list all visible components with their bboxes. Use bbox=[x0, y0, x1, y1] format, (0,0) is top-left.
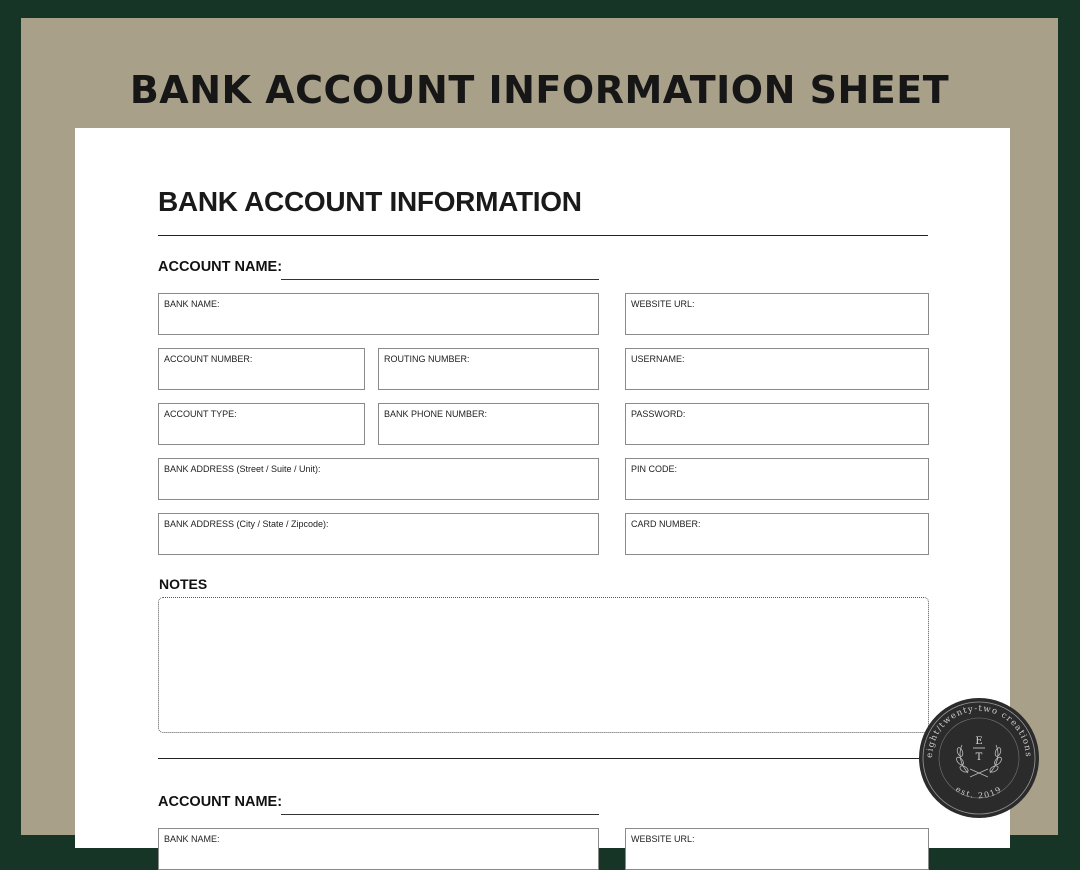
bank-address-city-field[interactable] bbox=[158, 513, 599, 555]
account-name-label: ACCOUNT NAME: bbox=[158, 259, 283, 275]
bank-name-field[interactable] bbox=[158, 293, 599, 335]
username-label: USERNAME: bbox=[631, 354, 685, 364]
frame bbox=[21, 18, 1058, 844]
password-label: PASSWORD: bbox=[631, 409, 686, 419]
card-number-label: CARD NUMBER: bbox=[631, 519, 701, 529]
info-sheet bbox=[75, 128, 1010, 848]
seal-monogram-bottom: T bbox=[975, 752, 983, 763]
bank-address-street-field[interactable] bbox=[158, 458, 599, 500]
account-name-line-2[interactable] bbox=[281, 814, 599, 815]
bank-address-city-label: BANK ADDRESS (City / State / Zipcode): bbox=[164, 519, 329, 529]
pin-code-field[interactable] bbox=[625, 458, 929, 500]
website-url-label: WEBSITE URL: bbox=[631, 299, 695, 309]
website-url-label-2: WEBSITE URL: bbox=[631, 834, 695, 844]
bank-phone-number-label: BANK PHONE NUMBER: bbox=[384, 409, 488, 419]
banner-title: BANK ACCOUNT INFORMATION SHEET bbox=[129, 68, 950, 112]
card-number-field[interactable] bbox=[625, 513, 929, 555]
account-type-label: ACCOUNT TYPE: bbox=[164, 409, 237, 419]
bank-name-label-2: BANK NAME: bbox=[164, 834, 220, 844]
seal-monogram-top: E bbox=[975, 736, 983, 747]
brand-seal-logo bbox=[918, 697, 1040, 819]
notes-label: NOTES bbox=[159, 576, 208, 592]
title-divider bbox=[158, 235, 928, 236]
website-url-field[interactable] bbox=[625, 293, 929, 335]
routing-number-label: ROUTING NUMBER: bbox=[384, 354, 470, 364]
password-field[interactable] bbox=[625, 403, 929, 445]
seal-established-text: est. 2019 bbox=[954, 784, 1004, 801]
username-field[interactable] bbox=[625, 348, 929, 390]
account-name-line[interactable] bbox=[281, 279, 599, 280]
account-name-label-2: ACCOUNT NAME: bbox=[158, 794, 283, 810]
notes-box[interactable] bbox=[158, 597, 929, 733]
seal-brand-text: eight/twenty-two creations bbox=[924, 703, 1034, 759]
account-number-label: ACCOUNT NUMBER: bbox=[164, 354, 253, 364]
account-type-field[interactable] bbox=[158, 403, 365, 445]
routing-number-field[interactable] bbox=[378, 348, 599, 390]
sheet-title: BANK ACCOUNT INFORMATION bbox=[158, 186, 582, 217]
account-number-field[interactable] bbox=[158, 348, 365, 390]
bank-name-label: BANK NAME: bbox=[164, 299, 220, 309]
bank-name-field-2[interactable] bbox=[158, 828, 599, 870]
bank-phone-number-field[interactable] bbox=[378, 403, 599, 445]
section-divider bbox=[158, 758, 928, 759]
bank-address-street-label: BANK ADDRESS (Street / Suite / Unit): bbox=[164, 464, 321, 474]
pin-code-label: PIN CODE: bbox=[631, 464, 678, 474]
website-url-field-2[interactable] bbox=[625, 828, 929, 870]
